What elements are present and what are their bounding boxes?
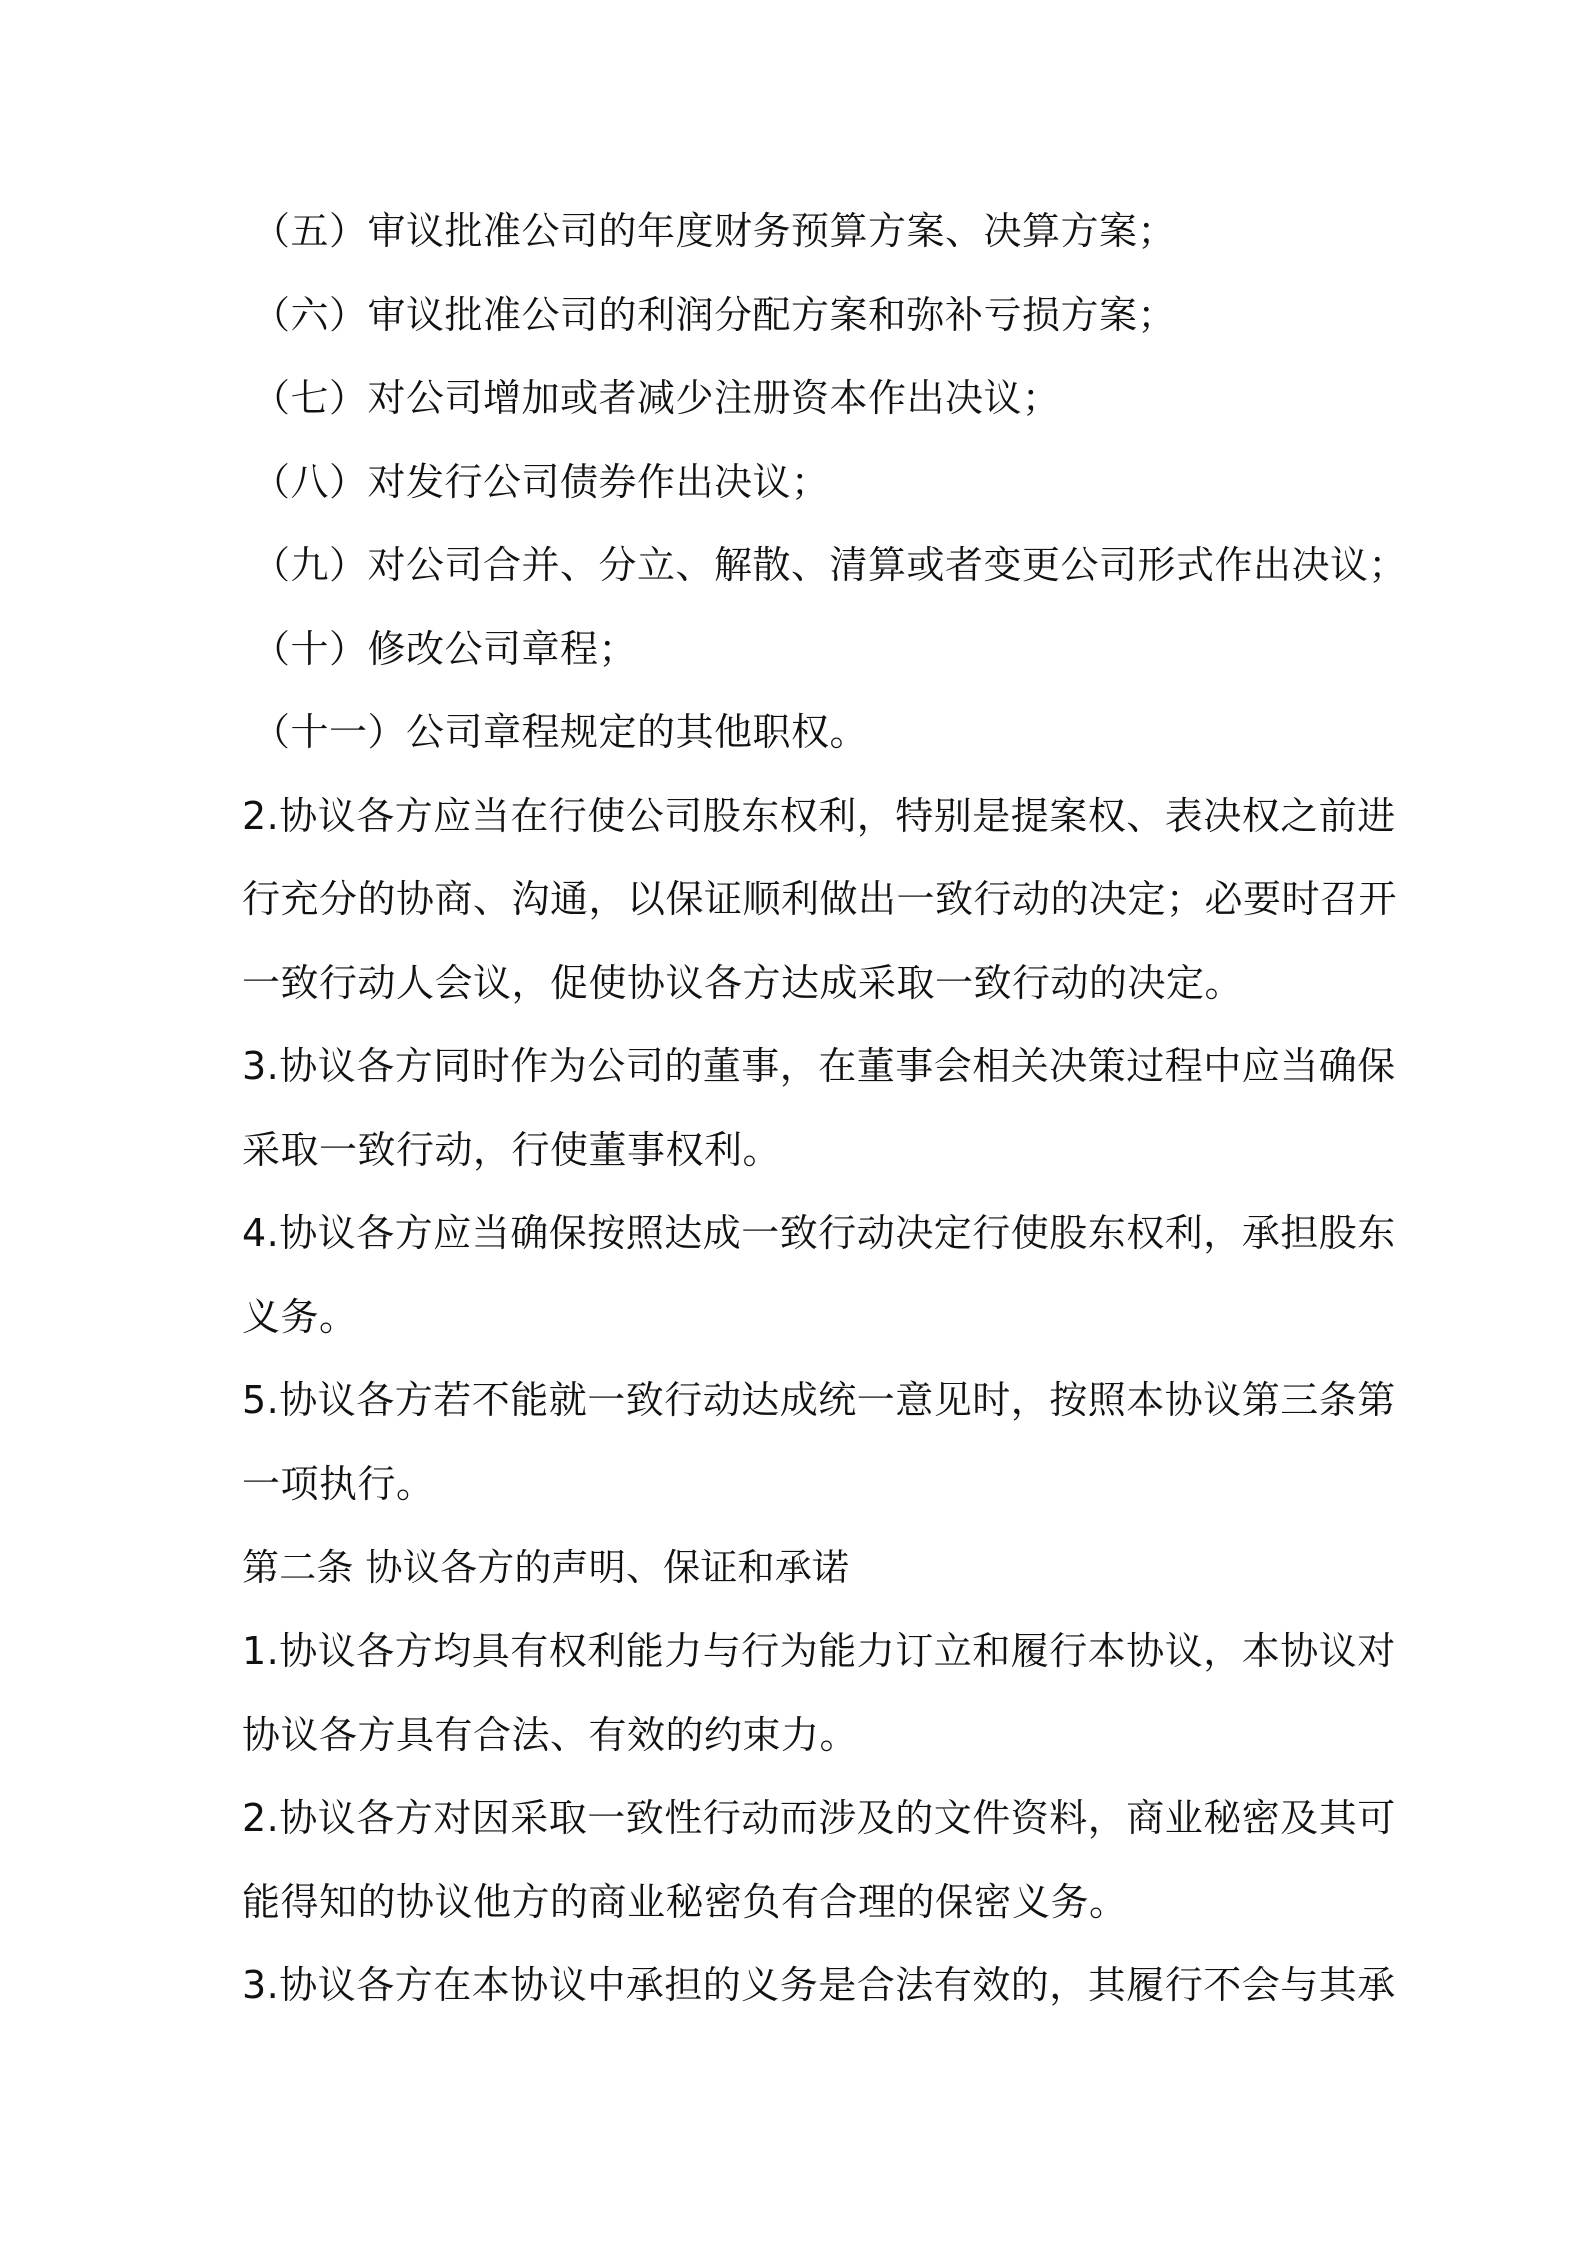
clause-item-5: （五）审议批准公司的年度财务预算方案、决算方案； <box>252 209 1177 253</box>
paragraph-line: 4.协议各方应当确保按照达成一致行动决定行使股东权利，承担股东 <box>242 1211 1396 1255</box>
clause-item-8: （八）对发行公司债券作出决议； <box>252 460 830 504</box>
paragraph-line: 一项执行。 <box>242 1462 435 1506</box>
paragraph-line: 一致行动人会议，促使协议各方达成采取一致行动的决定。 <box>242 961 1244 1005</box>
section-heading: 第二条 协议各方的声明、保证和承诺 <box>242 1546 850 1589</box>
clause-item-7: （七）对公司增加或者减少注册资本作出决议； <box>252 376 1061 420</box>
paragraph-line: 3.协议各方在本协议中承担的义务是合法有效的，其履行不会与其承 <box>242 1963 1396 2007</box>
clause-item-11: （十一）公司章程规定的其他职权。 <box>252 710 869 754</box>
paragraph-line: 能得知的协议他方的商业秘密负有合理的保密义务。 <box>242 1880 1128 1924</box>
paragraph-line: 义务。 <box>242 1295 358 1339</box>
paragraph-line: 2.协议各方应当在行使公司股东权利，特别是提案权、表决权之前进 <box>242 794 1396 838</box>
paragraph-line: 行充分的协商、沟通，以保证顺利做出一致行动的决定；必要时召开 <box>242 877 1398 921</box>
paragraph-line: 5.协议各方若不能就一致行动达成统一意见时，按照本协议第三条第 <box>242 1378 1396 1422</box>
paragraph-line: 1.协议各方均具有权利能力与行为能力订立和履行本协议，本协议对 <box>242 1629 1396 1673</box>
paragraph-line: 协议各方具有合法、有效的约束力。 <box>242 1713 859 1757</box>
clause-item-6: （六）审议批准公司的利润分配方案和弥补亏损方案； <box>252 293 1177 337</box>
paragraph-line: 2.协议各方对因采取一致性行动而涉及的文件资料，商业秘密及其可 <box>242 1796 1396 1840</box>
clause-item-9: （九）对公司合并、分立、解散、清算或者变更公司形式作出决议； <box>252 543 1408 587</box>
clause-item-10: （十）修改公司章程； <box>252 627 638 671</box>
paragraph-line: 3.协议各方同时作为公司的董事，在董事会相关决策过程中应当确保 <box>242 1044 1396 1088</box>
paragraph-line: 采取一致行动，行使董事权利。 <box>242 1128 782 1172</box>
